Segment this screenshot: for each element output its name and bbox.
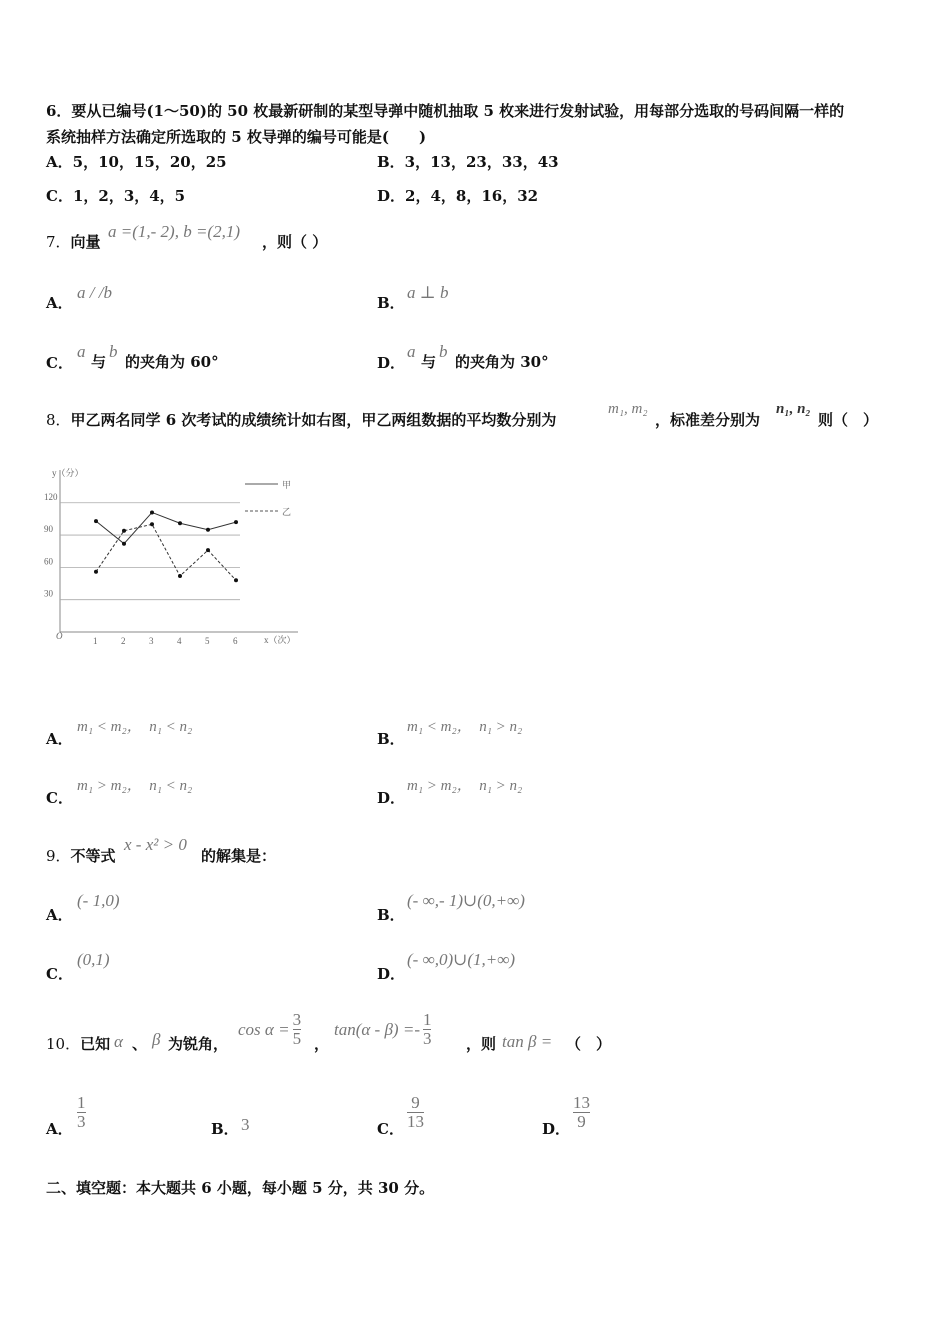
x-tick-label: 5 xyxy=(205,636,210,646)
y-tick-label: 120 xyxy=(44,491,58,502)
origin-label: O xyxy=(56,631,63,641)
q7-option-c-mid: 与 xyxy=(91,353,107,371)
q10-comma: ， xyxy=(314,1035,330,1053)
q10-option-c-numerator: 9 xyxy=(411,1093,420,1112)
series-line-甲 xyxy=(96,512,236,543)
q8-option-a-label: A． xyxy=(46,730,73,748)
q8-means: m₁, m₂ xyxy=(608,401,648,417)
q10-tan-fraction xyxy=(423,1011,432,1048)
q7-vector-expression: a =(1,- 2), b =(2,1) xyxy=(108,222,240,241)
data-point-乙 xyxy=(94,570,98,574)
q7-option-d-label: D． xyxy=(377,354,406,372)
q10-option-b-label: B． xyxy=(211,1120,239,1138)
q7-option-d-a: a xyxy=(407,342,416,361)
q10-cos-numerator: 3 xyxy=(292,1010,302,1029)
q7-option-d-tail: 的夹角为 30° xyxy=(455,353,549,371)
x-tick-label: 6 xyxy=(233,636,238,646)
data-point-乙 xyxy=(150,522,154,526)
q10-option-a-label: A． xyxy=(46,1120,73,1138)
q10-option-d-numerator: 13 xyxy=(573,1093,590,1112)
q10-option-c-fraction xyxy=(407,1094,424,1131)
q10-stem xyxy=(46,1034,110,1054)
q10-tan-beta: tan β = xyxy=(502,1032,553,1051)
q10-alpha: α xyxy=(114,1032,123,1051)
legend-label-甲: 甲 xyxy=(282,480,292,490)
q10-number: 10． xyxy=(46,1035,81,1053)
q8-option-a-math: m₁ < m₂， n₁ < n₂ xyxy=(77,719,193,735)
q9-option-b-label: B． xyxy=(377,906,405,924)
q8-number: 8． xyxy=(46,411,71,429)
q7-option-a-label: A． xyxy=(46,294,73,312)
q9-option-c-math: (0,1) xyxy=(77,950,110,969)
data-point-乙 xyxy=(178,574,182,578)
q10-option-d-label: D． xyxy=(542,1120,571,1138)
q10-cos-condition xyxy=(238,1011,301,1048)
q9-option-d-label: D． xyxy=(377,965,406,983)
series-line-乙 xyxy=(96,524,236,580)
data-point-乙 xyxy=(234,578,238,582)
data-point-甲 xyxy=(122,542,126,546)
data-point-乙 xyxy=(122,529,126,533)
q8-option-c-math: m₁ > m₂， n₁ < n₂ xyxy=(77,778,193,794)
q10-cos-fraction xyxy=(293,1011,302,1048)
q9-number: 9． xyxy=(46,847,71,865)
q7-option-c-label: C． xyxy=(46,354,73,372)
q10-option-d-denominator: 9 xyxy=(577,1112,586,1131)
q8-option-b-label: B． xyxy=(377,730,405,748)
q6-option-b: B．3，13，23，33，43 xyxy=(377,153,559,171)
q8-text2: ，标准差分别为 xyxy=(655,411,761,429)
data-point-甲 xyxy=(234,520,238,524)
q9-stem xyxy=(46,846,116,866)
q7-option-a-math: a / /b xyxy=(77,283,112,302)
q7-option-c-b: b xyxy=(109,342,118,361)
q10-option-c-denominator: 13 xyxy=(407,1112,424,1131)
q6-line1: 6．要从已编号(1～50)的 50 枚最新研制的某型导弹中随机抽取 5 枚来进行发射试验，用每部分选取的号码间隔一样的 xyxy=(46,102,845,120)
q10-text1: 为锐角， xyxy=(168,1035,229,1053)
y-axis-label: y（分） xyxy=(52,468,84,478)
y-tick-label: 30 xyxy=(44,588,53,599)
q9-option-a-math: (- 1,0) xyxy=(77,891,120,910)
q10-text2: ，则 xyxy=(466,1035,497,1053)
q10-tan-denominator: 3 xyxy=(422,1029,432,1048)
q9-suffix: 的解集是： xyxy=(201,847,277,865)
q10-option-c-label: C． xyxy=(377,1120,404,1138)
q9-prefix: 不等式 xyxy=(70,847,116,865)
q9-expression: x - x² > 0 xyxy=(124,835,187,854)
q9-option-b-math: (- ∞,- 1)∪(0,+∞) xyxy=(407,891,525,910)
q10-option-a-fraction xyxy=(77,1094,86,1131)
data-point-甲 xyxy=(178,521,182,525)
legend-label-乙: 乙 xyxy=(282,507,292,517)
q7-option-b-label: B． xyxy=(377,294,405,312)
q10-option-b-value: 3 xyxy=(241,1115,250,1134)
x-axis-label: x（次） xyxy=(264,635,296,645)
q7-number: 7． xyxy=(46,233,71,251)
q8-text3: 则（ ） xyxy=(818,411,879,429)
q7-option-d-b: b xyxy=(439,342,448,361)
q10-tan-numerator: 1 xyxy=(422,1010,432,1029)
q7-suffix: ，则（ ） xyxy=(262,233,328,251)
q7-stem xyxy=(46,232,101,252)
x-tick-label: 4 xyxy=(177,636,182,646)
q10-prefix: 已知 xyxy=(80,1035,111,1053)
data-point-甲 xyxy=(94,519,98,523)
q7-option-b-math: a ⊥ b xyxy=(407,283,449,302)
q10-sep: 、 xyxy=(132,1035,148,1053)
q8-text1: 甲乙两名同学 6 次考试的成绩统计如右图，甲乙两组数据的平均数分别为 xyxy=(70,411,557,429)
q10-option-d-fraction xyxy=(573,1094,590,1131)
q10-option-a-denominator: 3 xyxy=(77,1112,86,1131)
q10-cos-denominator: 5 xyxy=(292,1029,302,1048)
q6-line2: 系统抽样方法确定所选取的 5 枚导弹的编号可能是( ) xyxy=(46,128,427,146)
q10-text3: （ ） xyxy=(566,1035,612,1053)
y-tick-label: 90 xyxy=(44,524,53,535)
q6-option-a: A．5，10，15，20，25 xyxy=(46,153,227,171)
q6-option-c: C．1，2，3，4，5 xyxy=(46,187,186,205)
q8-option-d-math: m₁ > m₂， n₁ > n₂ xyxy=(407,778,523,794)
q10-tan-condition xyxy=(334,1011,431,1048)
q7-prefix: 向量 xyxy=(70,233,101,251)
q9-option-c-label: C． xyxy=(46,965,73,983)
q10-option-a-numerator: 1 xyxy=(77,1093,86,1112)
q10-beta: β xyxy=(152,1030,161,1049)
data-point-甲 xyxy=(150,510,154,514)
q10-tan-expr: tan(α - β) =- xyxy=(334,1019,420,1039)
q7-option-d-mid: 与 xyxy=(421,353,437,371)
q8-std-devs: n₁, n₂ xyxy=(776,401,811,417)
q7-option-c-tail: 的夹角为 60° xyxy=(125,353,219,371)
q8-option-b-math: m₁ < m₂， n₁ > n₂ xyxy=(407,719,523,735)
x-tick-label: 1 xyxy=(93,636,98,646)
q8-stem xyxy=(46,410,556,430)
score-line-chart xyxy=(40,464,305,654)
data-point-甲 xyxy=(206,528,210,532)
q9-option-d-math: (- ∞,0)∪(1,+∞) xyxy=(407,950,516,969)
q10-cos-expr: cos α = xyxy=(238,1019,290,1039)
y-tick-label: 60 xyxy=(44,556,53,567)
q8-option-c-label: C． xyxy=(46,789,73,807)
q9-option-a-label: A． xyxy=(46,906,73,924)
q6-option-d: D．2，4，8，16，32 xyxy=(377,187,539,205)
section-2-heading: 二、填空题：本大题共 6 小题，每小题 5 分，共 30 分。 xyxy=(46,1179,435,1197)
data-point-乙 xyxy=(206,548,210,552)
x-tick-label: 2 xyxy=(121,636,126,646)
x-tick-label: 3 xyxy=(149,636,154,646)
q8-option-d-label: D． xyxy=(377,789,406,807)
q7-option-c-a: a xyxy=(77,342,86,361)
